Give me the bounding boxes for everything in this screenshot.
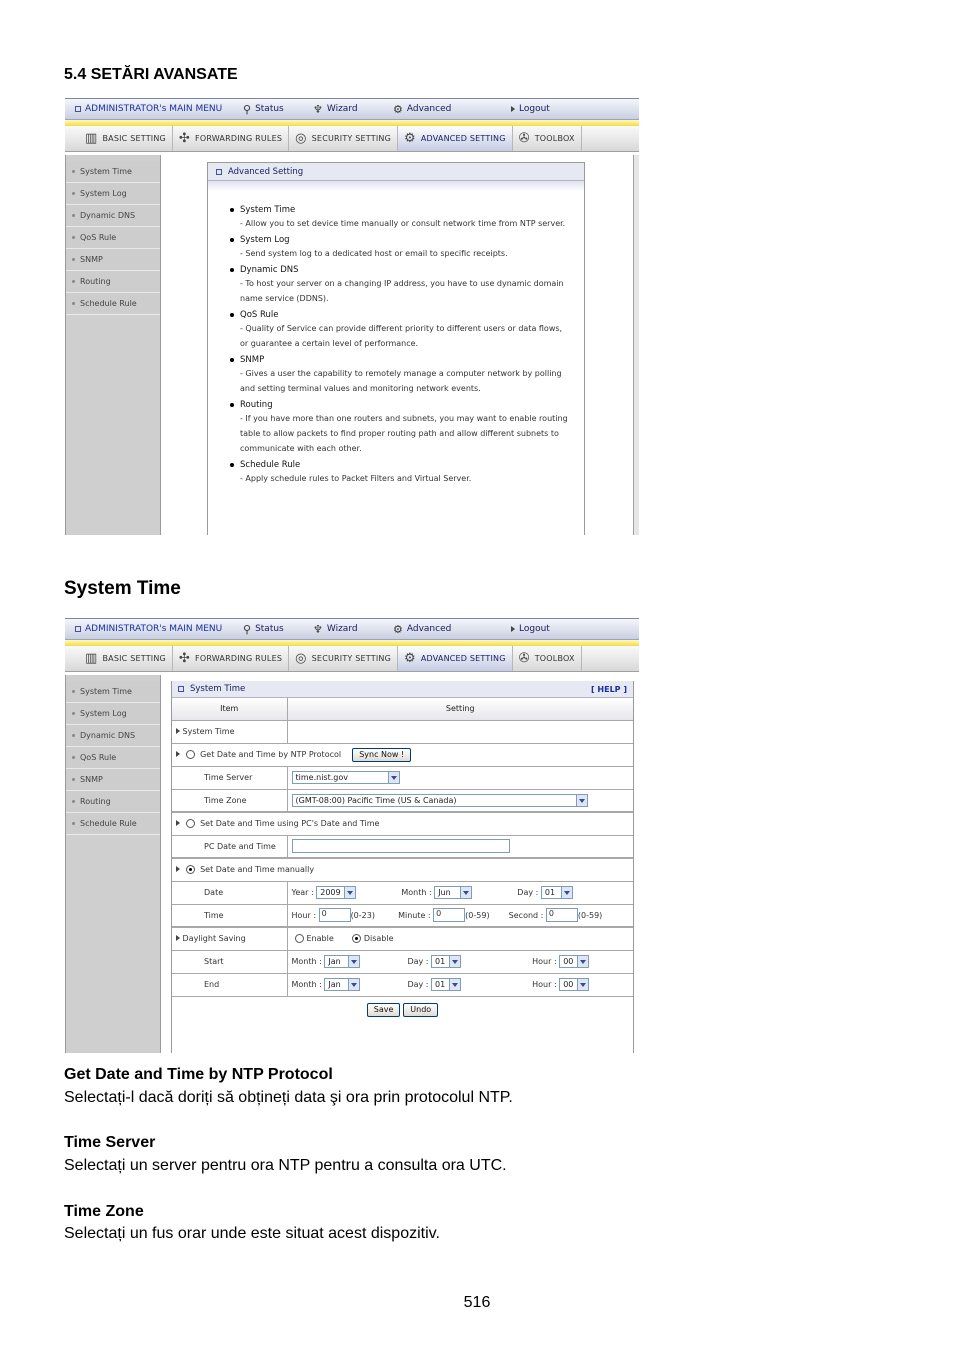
- tab-toolbox[interactable]: ✇ TOOLBOX: [513, 126, 582, 151]
- sidebar-item-routing[interactable]: Routing: [66, 271, 160, 293]
- advanced-link[interactable]: ⚙ Advanced: [393, 622, 452, 636]
- bullet-icon: [72, 258, 75, 261]
- col-item: Item: [172, 698, 287, 720]
- bullet-icon: [72, 214, 75, 217]
- hour-input[interactable]: 0: [319, 908, 351, 922]
- adv-desc: - Send system log to a dedicated host or email to specific receipts.: [240, 249, 508, 258]
- day-select[interactable]: 01: [541, 886, 573, 899]
- dropdown-arrow-icon: [561, 887, 572, 898]
- bullet-icon: [72, 822, 75, 825]
- sidebar-item-system-time[interactable]: System Time: [66, 681, 160, 703]
- manual-option: Set Date and Time manually: [172, 858, 633, 881]
- panel-header: Advanced Setting: [208, 163, 584, 181]
- time-zone-label: Time Zone: [172, 789, 287, 812]
- start-month-select[interactable]: Jan: [324, 955, 360, 968]
- sidebar-item-system-log[interactable]: System Log: [66, 183, 160, 205]
- dropdown-arrow-icon: [344, 887, 355, 898]
- forward-icon: ✣: [178, 651, 191, 666]
- notebook-icon: ▥: [85, 651, 98, 666]
- dropdown-arrow-icon: [449, 956, 460, 967]
- tab-forwarding-rules[interactable]: ✣ FORWARDING RULES: [173, 126, 289, 151]
- arrow-right-icon: [176, 935, 180, 941]
- arrow-right-icon: [176, 820, 180, 826]
- ntp-option: Get Date and Time by NTP Protocol Sync Now !: [172, 743, 633, 766]
- adv-desc: - If you have more than one routers and subnets, you may want to enable routing table to allow packets to find proper routing path and allow different subnets to communicate with each other.: [240, 414, 568, 453]
- router-content: [65, 675, 639, 1053]
- button-row: [172, 997, 633, 1017]
- pc-date-label: PC Date and Time: [172, 835, 287, 858]
- dropdown-arrow-icon: [348, 956, 359, 967]
- save-button[interactable]: Save: [367, 1003, 401, 1017]
- bullet-icon: [230, 463, 234, 467]
- sync-now-button[interactable]: Sync Now !: [352, 748, 411, 762]
- bullet-icon: [230, 313, 234, 317]
- dropdown-arrow-icon: [460, 887, 471, 898]
- panel-square-icon: [216, 169, 222, 175]
- status-icon: ⚲: [243, 102, 252, 116]
- adv-item-routing[interactable]: Routing: [230, 400, 584, 410]
- table-row: [172, 789, 633, 812]
- table-row: Daylight Saving Enable Disable: [172, 927, 633, 950]
- section-heading: 5.4 SETĂRI AVANSATE: [64, 66, 238, 83]
- bullet-icon: [230, 403, 234, 407]
- sidebar-item-qos-rule[interactable]: QoS Rule: [66, 747, 160, 769]
- tab-bar: [65, 646, 639, 672]
- bullet-icon: [230, 208, 234, 212]
- tab-bar: [65, 126, 639, 152]
- sidebar-item-schedule-rule[interactable]: Schedule Rule: [66, 293, 160, 315]
- sidebar-item-snmp[interactable]: SNMP: [66, 769, 160, 791]
- notebook-icon: ▥: [85, 131, 98, 146]
- tab-security-setting[interactable]: ◎ SECURITY SETTING: [289, 126, 398, 151]
- panel-header-shade: [208, 181, 584, 191]
- tab-advanced-setting[interactable]: ⚙ ADVANCED SETTING: [398, 126, 513, 151]
- bullet-icon: [230, 358, 234, 362]
- dropdown-arrow-icon: [577, 979, 588, 990]
- manual-radio[interactable]: [186, 865, 195, 874]
- bullet-icon: [72, 236, 75, 239]
- daylight-saving-label: Daylight Saving: [172, 927, 287, 950]
- para-text-time-server: Selectați un server pentru ora NTP pentru a consulta ora UTC.: [64, 1157, 507, 1174]
- arrow-right-icon: [176, 751, 180, 757]
- gear-icon: ⚙: [403, 131, 416, 146]
- router-topbar: [65, 618, 639, 640]
- status-link[interactable]: ⚲ Status: [243, 622, 284, 636]
- tab-basic-setting[interactable]: ▥ BASIC SETTING: [79, 646, 173, 671]
- bullet-icon: [230, 268, 234, 272]
- table-row: [172, 720, 633, 743]
- logout-link[interactable]: Logout: [511, 624, 550, 634]
- router-topbar: [65, 98, 639, 120]
- second-input[interactable]: 0: [546, 908, 578, 922]
- advanced-main: [161, 155, 633, 535]
- end-day-select[interactable]: 01: [431, 978, 461, 991]
- router-system-time-screenshot: [65, 618, 639, 1053]
- status-icon: ⚲: [243, 622, 252, 636]
- sidebar: [65, 675, 161, 1053]
- system-time-panel: [171, 681, 634, 1053]
- table-row: Start Month : Jan Day : 01 Hour : 00: [172, 950, 633, 973]
- status-link[interactable]: ⚲ Status: [243, 102, 284, 116]
- para-title-time-server: Time Server: [64, 1134, 156, 1151]
- system-time-heading: System Time: [64, 578, 181, 599]
- sidebar-item-qos-rule[interactable]: QoS Rule: [66, 227, 160, 249]
- time-label: Time: [172, 904, 287, 927]
- toolbox-icon: ✇: [518, 651, 530, 666]
- adv-desc: - Apply schedule rules to Packet Filters and Virtual Server.: [240, 474, 472, 483]
- main-menu-link[interactable]: ADMINISTRATOR's MAIN MENU: [75, 624, 235, 634]
- time-server-label: Time Server: [172, 766, 287, 789]
- dropdown-arrow-icon: [348, 979, 359, 990]
- system-time-table: [172, 698, 633, 997]
- pc-time-option: Set Date and Time using PC's Date and Time: [172, 812, 633, 835]
- panel-square-icon: [178, 686, 184, 692]
- time-zone-select[interactable]: (GMT-08:00) Pacific Time (US & Canada): [292, 794, 588, 807]
- sidebar-item-system-log[interactable]: System Log: [66, 703, 160, 725]
- adv-desc: - To host your server on a changing IP address, you have to use dynamic domain name service (DDNS).: [240, 279, 564, 303]
- start-day-select[interactable]: 01: [431, 955, 461, 968]
- table-row: End Month : Jan Day : 01 Hour : 00: [172, 973, 633, 996]
- end-hour-select[interactable]: 00: [559, 978, 589, 991]
- bullet-icon: [72, 690, 75, 693]
- router-content: [65, 155, 639, 535]
- advanced-item-list: [208, 191, 584, 486]
- sidebar-item-routing[interactable]: Routing: [66, 791, 160, 813]
- adv-desc: - Gives a user the capability to remotely manage a computer network by polling and setting terminal values and monitoring network events.: [240, 369, 562, 393]
- bullet-icon: [72, 778, 75, 781]
- bullet-icon: [72, 800, 75, 803]
- bullet-icon: [72, 170, 75, 173]
- bullet-icon: [230, 238, 234, 242]
- para-text-ntp: Selectați-l dacă doriți să obțineți data şi ora prin protocolul NTP.: [64, 1089, 513, 1106]
- table-header-row: [172, 698, 633, 720]
- dropdown-arrow-icon: [388, 772, 399, 783]
- tab-security-setting[interactable]: ◎ SECURITY SETTING: [289, 646, 398, 671]
- logout-link[interactable]: Logout: [511, 104, 550, 114]
- adv-item-system-log[interactable]: System Log: [230, 235, 584, 245]
- tab-advanced-setting[interactable]: ⚙ ADVANCED SETTING: [398, 646, 513, 671]
- para-title-time-zone: Time Zone: [64, 1203, 144, 1220]
- row-system-time: System Time: [172, 720, 287, 743]
- forward-icon: ✣: [178, 131, 191, 146]
- menu-square-icon: [75, 106, 81, 112]
- wizard-link[interactable]: ♆ Wizard: [313, 102, 358, 116]
- start-label: Start: [172, 950, 287, 973]
- table-row: Date Year : 2009 Month : Jun Day : 01: [172, 881, 633, 904]
- arrow-right-icon: [176, 728, 180, 734]
- dropdown-arrow-icon: [577, 956, 588, 967]
- year-select[interactable]: 2009: [316, 886, 356, 899]
- bullet-icon: [72, 280, 75, 283]
- eye-icon: ◎: [295, 651, 307, 666]
- help-link[interactable]: [ HELP ]: [590, 684, 627, 694]
- adv-desc: - Quality of Service can provide different priority to different users or data flows, or guarantee a certain level of performance.: [240, 324, 563, 348]
- bullet-icon: [72, 756, 75, 759]
- end-label: End: [172, 973, 287, 996]
- tab-forwarding-rules[interactable]: ✣ FORWARDING RULES: [173, 646, 289, 671]
- table-row: [172, 835, 633, 858]
- sidebar-item-system-time[interactable]: System Time: [66, 161, 160, 183]
- table-row: [172, 743, 633, 766]
- bullet-icon: [72, 302, 75, 305]
- adv-item-dynamic-dns[interactable]: Dynamic DNS: [230, 265, 584, 275]
- frame-right-edge: [633, 155, 639, 535]
- advanced-icon: ⚙: [393, 102, 403, 116]
- arrow-right-icon: [176, 866, 180, 872]
- eye-icon: ◎: [295, 131, 307, 146]
- bullet-icon: [72, 712, 75, 715]
- table-row: Time Hour : 0 (0-23) Minute : 0 (0-59) Second : 0 (0-59): [172, 904, 633, 927]
- bullet-icon: [72, 734, 75, 737]
- toolbox-icon: ✇: [518, 131, 530, 146]
- panel-header: System Time [ HELP ]: [172, 681, 633, 698]
- table-row: [172, 766, 633, 789]
- dropdown-arrow-icon: [576, 795, 587, 806]
- adv-item-schedule-rule[interactable]: Schedule Rule: [230, 460, 584, 470]
- wizard-icon: ♆: [313, 102, 323, 116]
- start-hour-select[interactable]: 00: [559, 955, 589, 968]
- table-row: [172, 858, 633, 881]
- table-row: [172, 812, 633, 835]
- tab-basic-setting[interactable]: ▥ BASIC SETTING: [79, 126, 173, 151]
- col-setting: Setting: [287, 698, 633, 720]
- arrow-right-icon: [511, 106, 515, 112]
- advanced-setting-panel: [207, 162, 585, 535]
- month-select[interactable]: Jun: [434, 886, 472, 899]
- page-number: 516: [463, 1294, 491, 1311]
- adv-desc: - Allow you to set device time manually or consult network time from NTP server.: [240, 219, 566, 228]
- sidebar-item-schedule-rule[interactable]: Schedule Rule: [66, 813, 160, 835]
- pc-date-time-input[interactable]: [292, 839, 510, 853]
- adv-item-snmp[interactable]: SNMP: [230, 355, 584, 365]
- bullet-icon: [72, 192, 75, 195]
- sidebar-item-snmp[interactable]: SNMP: [66, 249, 160, 271]
- ntp-radio[interactable]: [186, 750, 195, 759]
- arrow-right-icon: [511, 626, 515, 632]
- sidebar-item-dynamic-dns[interactable]: Dynamic DNS: [66, 205, 160, 227]
- sidebar: [65, 155, 161, 535]
- advanced-icon: ⚙: [393, 622, 403, 636]
- time-server-select[interactable]: time.nist.gov: [292, 771, 400, 784]
- minute-input[interactable]: 0: [433, 908, 465, 922]
- date-label: Date: [172, 881, 287, 904]
- undo-button[interactable]: Undo: [403, 1003, 438, 1017]
- daylight-enable-radio[interactable]: [295, 934, 304, 943]
- router-advanced-screenshot: [65, 98, 639, 535]
- system-time-main: [161, 675, 639, 1053]
- adv-item-system-time[interactable]: System Time: [230, 205, 584, 215]
- daylight-disable-radio[interactable]: [352, 934, 361, 943]
- menu-square-icon: [75, 626, 81, 632]
- sidebar-item-dynamic-dns[interactable]: Dynamic DNS: [66, 725, 160, 747]
- gear-icon: ⚙: [403, 651, 416, 666]
- adv-item-qos-rule[interactable]: QoS Rule: [230, 310, 584, 320]
- para-text-time-zone: Selectați un fus orar unde este situat acest dispozitiv.: [64, 1225, 440, 1242]
- wizard-link[interactable]: ♆ Wizard: [313, 622, 358, 636]
- para-title-ntp: Get Date and Time by NTP Protocol: [64, 1066, 333, 1083]
- advanced-link[interactable]: ⚙ Advanced: [393, 102, 452, 116]
- end-month-select[interactable]: Jan: [324, 978, 360, 991]
- dropdown-arrow-icon: [449, 979, 460, 990]
- main-menu-link[interactable]: ADMINISTRATOR's MAIN MENU: [75, 104, 235, 114]
- tab-toolbox[interactable]: ✇ TOOLBOX: [513, 646, 582, 671]
- pc-time-radio[interactable]: [186, 819, 195, 828]
- wizard-icon: ♆: [313, 622, 323, 636]
